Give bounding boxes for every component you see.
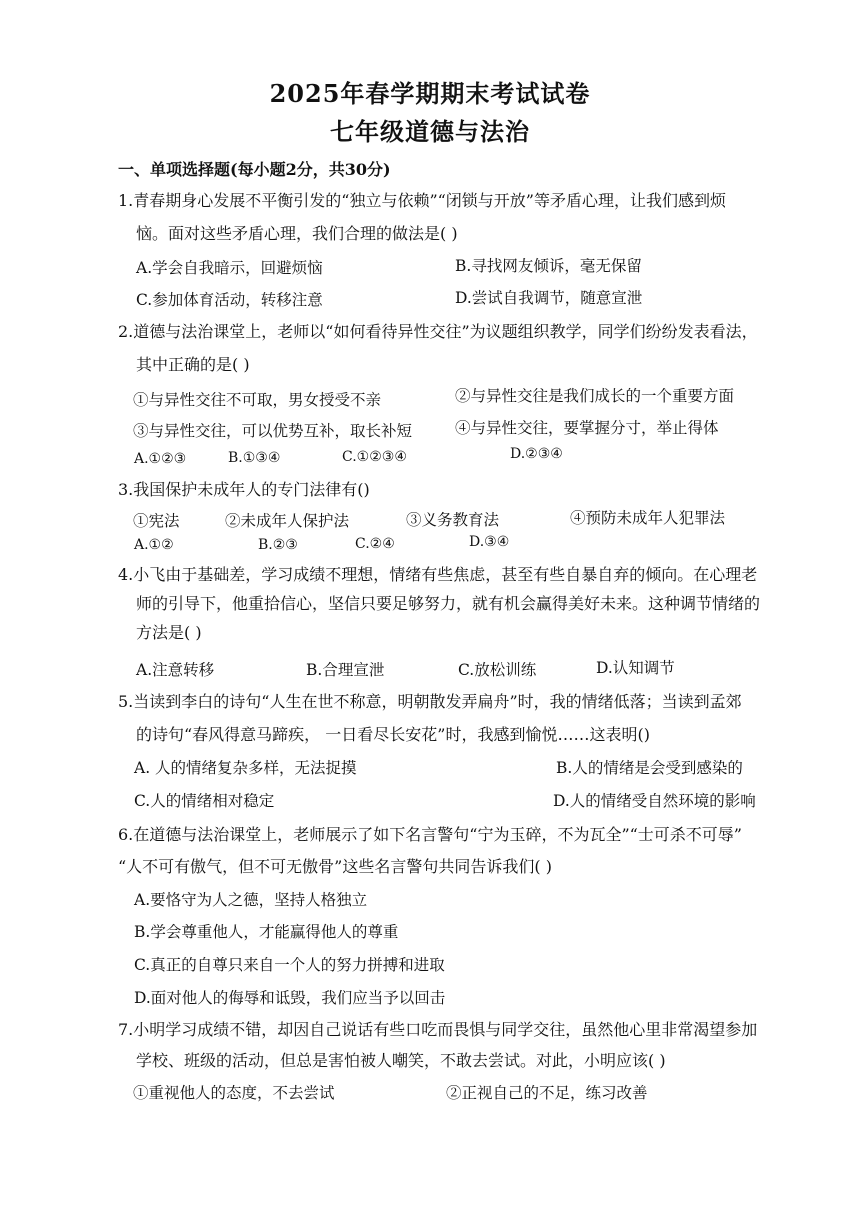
question-2-option-a: A.①②③ [134, 451, 187, 467]
question-3-statement-2: ②未成年人保护法 [225, 512, 350, 530]
question-2-line-1: 2.道德与法治课堂上，老师以“如何看待异性交往”为议题组织教学，同学们纷纷发表看法， [118, 322, 758, 341]
question-1-option-b: B.寻找网友倾诉，毫无保留 [455, 257, 642, 275]
question-2-line-2: 其中正确的是( ) [136, 355, 250, 374]
question-7-statement-1: ①重视他人的态度，不去尝试 [133, 1084, 335, 1102]
question-4-line-2: 师的引导下，他重拾信心，坚信只要足够努力，就有机会赢得美好未来。这种调节情绪的 [136, 594, 761, 613]
question-4-option-a: A.注意转移 [136, 661, 215, 679]
question-1-option-a: A.学会自我暗示，回避烦恼 [136, 259, 323, 277]
question-2-option-c: C.①②③④ [342, 449, 407, 465]
question-7-line-2: 学校、班级的活动，但总是害怕被人嘲笑，不敢去尝试。对此，小明应该( ) [136, 1051, 666, 1070]
question-3-statement-4: ④预防未成年人犯罪法 [570, 509, 726, 527]
question-5-line-1: 5.当读到李白的诗句“人生在世不称意，明朝散发弄扁舟”时，我的情绪低落；当读到孟郊 [118, 692, 742, 711]
exam-subject: 七年级道德与法治 [330, 117, 530, 146]
question-3-statement-1: ①宪法 [133, 512, 180, 530]
question-1-line-1: 1.青春期身心发展不平衡引发的“独立与依赖”“闭锁与开放”等矛盾心理，让我们感到烦 [118, 191, 726, 210]
question-7-statement-2: ②正视自己的不足，练习改善 [446, 1084, 648, 1102]
question-3-option-c: C.②④ [355, 536, 395, 552]
question-2-statement-4: ④与异性交往，要掌握分寸，举止得体 [455, 419, 719, 437]
question-6-option-b: B.学会尊重他人，才能赢得他人的尊重 [134, 923, 399, 941]
question-2-option-d: D.②③④ [510, 446, 563, 462]
question-2-statement-3: ③与异性交往，可以优势互补，取长补短 [133, 422, 413, 440]
question-5-line-2: 的诗句“春风得意马蹄疾， 一日看尽长安花”时，我感到愉悦……这表明() [136, 725, 650, 744]
question-4-option-b: B.合理宣泄 [306, 661, 385, 679]
question-4-option-c: C.放松训练 [458, 661, 537, 679]
question-5-option-b: B.人的情绪是会受到感染的 [556, 759, 743, 777]
question-6-line-2: “人不可有傲气，但不可无傲骨”这些名言警句共同告诉我们( ) [118, 857, 552, 876]
question-6-option-a: A.要恪守为人之德，坚持人格独立 [134, 891, 368, 909]
question-1-line-2: 恼。面对这些矛盾心理，我们合理的做法是( ) [136, 224, 458, 243]
question-5-option-d: D.人的情绪受自然环境的影响 [553, 792, 756, 810]
question-3-option-d: D.③④ [469, 534, 510, 550]
question-5-option-c: C.人的情绪相对稳定 [134, 792, 275, 810]
question-2-statement-1: ①与异性交往不可取，男女授受不亲 [133, 391, 382, 409]
question-3-option-b: B.②③ [258, 537, 298, 553]
question-3-line-1: 3.我国保护未成年人的专门法律有() [118, 480, 370, 499]
exam-title: 2025年春学期期末考试试卷 [269, 79, 591, 108]
question-2-statement-2: ②与异性交往是我们成长的一个重要方面 [455, 387, 735, 405]
question-6-option-d: D.面对他人的侮辱和诋毁，我们应当予以回击 [134, 989, 446, 1007]
question-6-line-1: 6.在道德与法治课堂上，老师展示了如下名言警句“宁为玉碎，不为瓦全”“士可杀不可辱” [118, 825, 742, 844]
section-heading: 一、单项选择题(每小题2分，共30分) [118, 160, 391, 179]
question-4-line-3: 方法是( ) [136, 623, 202, 642]
question-3-statement-3: ③义务教育法 [406, 511, 500, 529]
question-4-option-d: D.认知调节 [596, 659, 675, 677]
question-1-option-c: C.参加体育活动，转移注意 [136, 291, 323, 309]
question-1-option-d: D.尝试自我调节，随意宣泄 [455, 289, 643, 307]
question-6-option-c: C.真正的自尊只来自一个人的努力拼搏和进取 [134, 956, 445, 974]
question-3-option-a: A.①② [134, 537, 174, 553]
question-5-option-a: A. 人的情绪复杂多样，无法捉摸 [134, 759, 357, 777]
question-7-line-1: 7.小明学习成绩不错，却因自己说话有些口吃而畏惧与同学交往，虽然他心里非常渴望参加 [118, 1020, 758, 1039]
question-4-line-1: 4.小飞由于基础差，学习成绩不理想，情绪有些焦虑，甚至有些自暴自弃的倾向。在心理老 [118, 565, 758, 584]
question-2-option-b: B.①③④ [228, 450, 281, 466]
